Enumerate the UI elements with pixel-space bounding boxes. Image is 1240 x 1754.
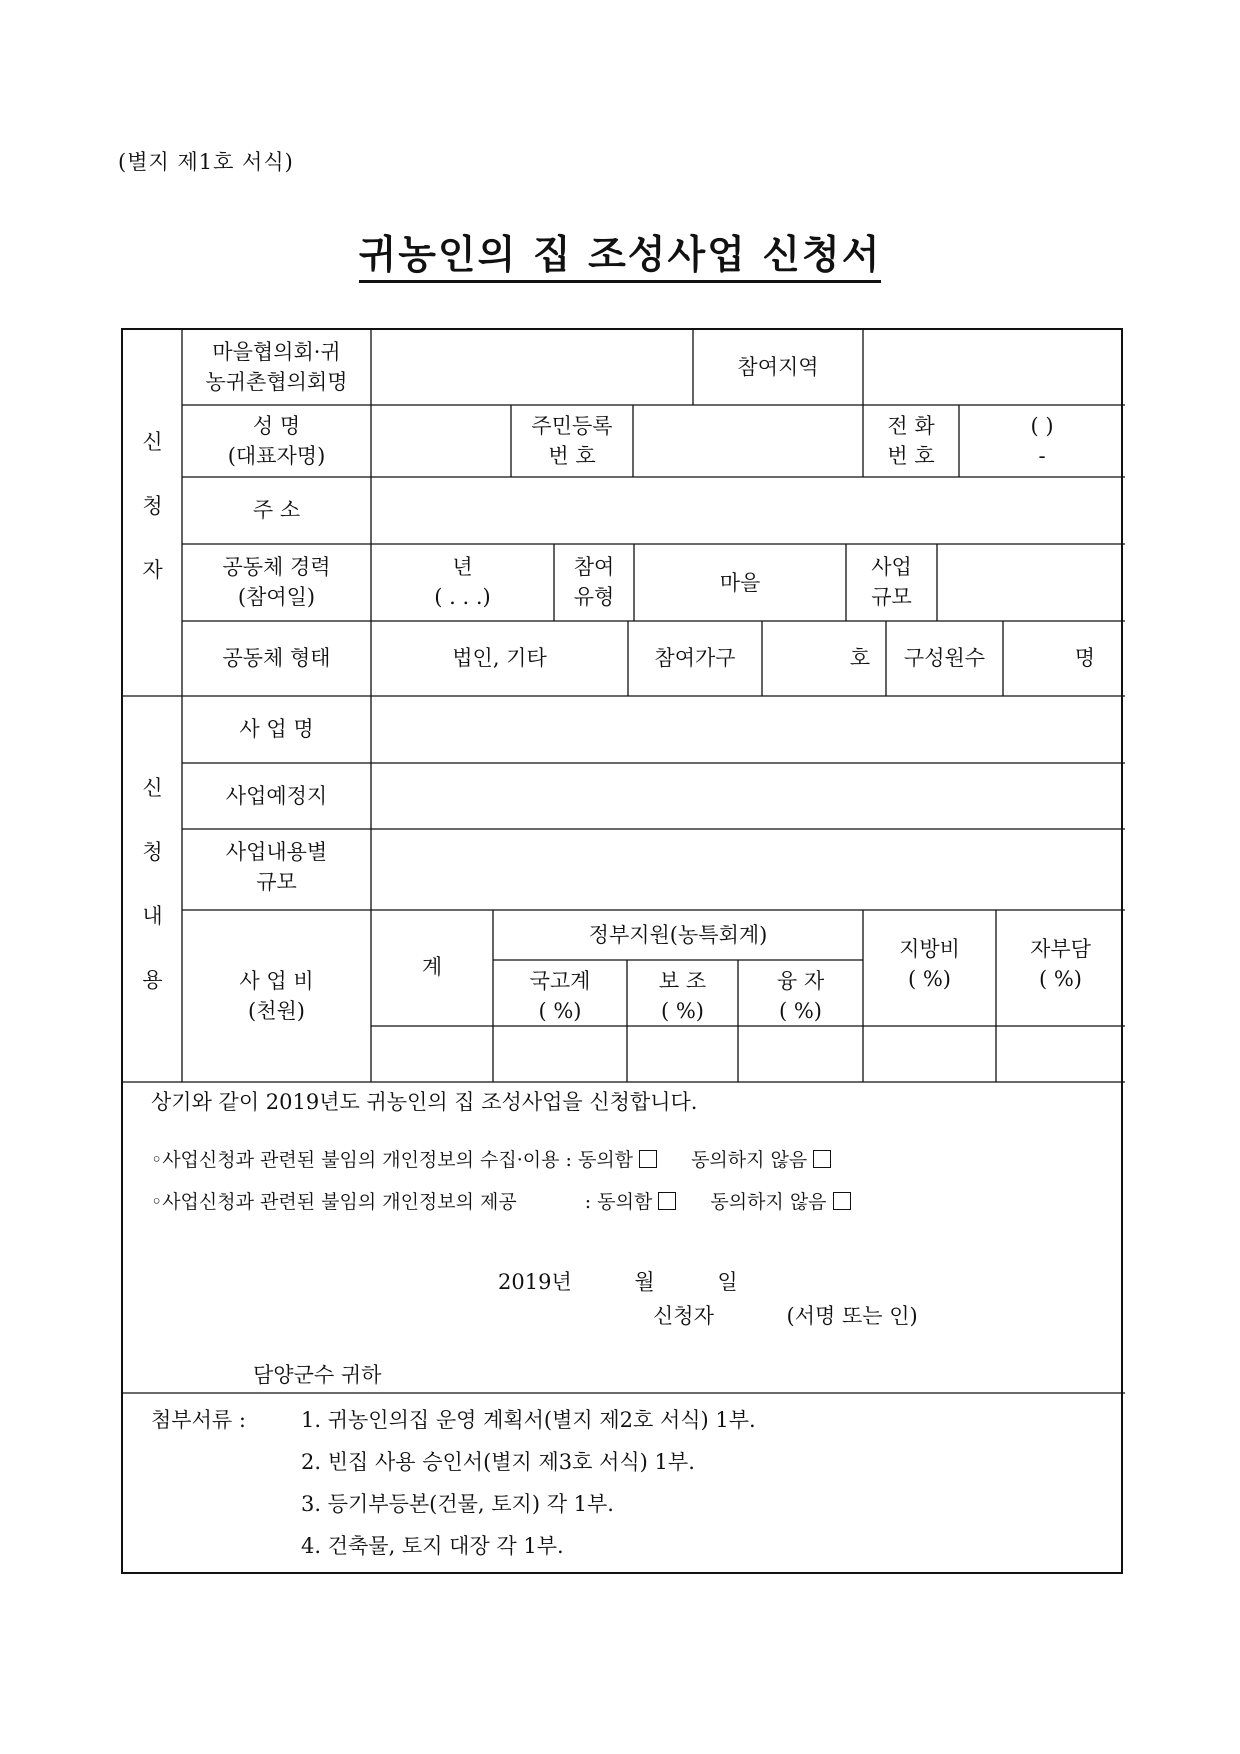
gov-support-label: 정부지원(농특회계): [588, 923, 768, 947]
label-line: 성 명: [252, 414, 301, 438]
label-line: 국고계: [529, 969, 591, 993]
local-funds-label: [863, 934, 996, 994]
phone-label: [863, 411, 959, 471]
business-site-label: 사업예정지: [225, 784, 328, 808]
label-line: 융 자: [776, 969, 825, 993]
section-char: 청: [142, 840, 163, 864]
region-field[interactable]: [863, 330, 1125, 405]
consent-collect-disagree-checkbox[interactable]: [813, 1150, 831, 1168]
business-name-label: 사 업 명: [239, 717, 314, 741]
consent-collect-disagree-label: 동의하지 않음: [691, 1149, 808, 1171]
label-line: 자부담: [1030, 937, 1091, 961]
rrn-label: [511, 411, 633, 471]
career-years: 년: [452, 555, 473, 579]
attachment-item: 3. 등기부등본(건물, 토지) 각 1부.: [301, 1492, 614, 1516]
council-name-field[interactable]: [371, 330, 693, 405]
phone-dash: -: [1038, 444, 1046, 468]
consent-collect-row: [151, 1145, 831, 1175]
label-line: (참여일): [237, 585, 316, 609]
members-field[interactable]: [1003, 643, 1125, 673]
phone-area-code: ( ): [1030, 414, 1054, 438]
community-career-label: [182, 552, 371, 612]
label-line: 주민등록: [531, 414, 613, 438]
applicant-label: 신청자: [653, 1304, 714, 1328]
local-funds-field[interactable]: [863, 1026, 996, 1082]
label-line: 사 업 비: [239, 969, 314, 993]
participation-type-value[interactable]: 마을: [719, 571, 761, 595]
application-statement: 상기와 같이 2019년도 귀농인의 집 조성사업을 신청합니다.: [151, 1090, 698, 1114]
attachments-label: 첨부서류 :: [151, 1408, 246, 1432]
attachment-item: 2. 빈집 사용 승인서(별지 제3호 서식) 1부.: [301, 1450, 695, 1474]
label-line: (천원): [248, 999, 305, 1023]
business-scale-field[interactable]: [937, 544, 1125, 621]
national-treasury-label: [493, 966, 627, 1026]
application-date: [498, 1267, 738, 1297]
rrn-field[interactable]: [633, 405, 863, 477]
cost-total-label: 계: [421, 955, 443, 979]
loan-field[interactable]: [738, 1026, 863, 1082]
address-field[interactable]: [371, 477, 1125, 544]
subsidy-label: [627, 966, 738, 1026]
address-label: 주 소: [252, 498, 301, 522]
attachment-item: 1. 귀농인의집 운영 계획서(별지 제2호 서식) 1부.: [301, 1408, 756, 1432]
households-label: 참여가구: [654, 646, 736, 670]
business-name-field[interactable]: [371, 696, 1125, 763]
label-line: ( %): [778, 999, 822, 1023]
label-line: ( %): [1038, 967, 1082, 991]
label-line: 사업: [871, 555, 912, 579]
label-line: 마을협의회·귀: [212, 340, 341, 364]
consent-provide-row: [151, 1187, 851, 1217]
section-char: 청: [142, 494, 163, 518]
section-char: 자: [142, 558, 163, 582]
business-site-field[interactable]: [371, 763, 1125, 829]
members-label: 구성원수: [903, 646, 986, 670]
business-cost-label: [182, 966, 371, 1026]
label-line: 유형: [573, 585, 615, 609]
label-line: ( %): [538, 999, 582, 1023]
addressee: 담양군수 귀하: [253, 1363, 382, 1387]
page-title-text: 귀농인의 집 조성사업 신청서: [359, 233, 882, 283]
region-label: 참여지역: [737, 355, 819, 379]
page-title: [0, 224, 1240, 280]
attachment-item: 4. 건축물, 토지 대장 각 1부.: [301, 1534, 564, 1558]
self-funding-field[interactable]: [996, 1026, 1125, 1082]
section-char: 용: [142, 968, 163, 992]
phone-field[interactable]: [959, 411, 1125, 471]
community-type-value[interactable]: 법인, 기타: [452, 646, 547, 670]
community-career-field[interactable]: [371, 552, 554, 612]
career-date: ( . . .): [434, 585, 491, 609]
participation-type-label: [554, 552, 634, 612]
consent-provide-agree-checkbox[interactable]: [658, 1192, 676, 1210]
consent-provide-agree-label: : 동의함: [584, 1191, 653, 1213]
label-line: 사업내용별: [225, 840, 328, 864]
label-line: 농귀촌협의회명: [205, 370, 348, 394]
consent-provide-text: ◦사업신청과 관련된 불임의 개인정보의 제공: [151, 1191, 517, 1213]
form-number-label: (별지 제1호 서식): [118, 150, 294, 174]
community-type-label: 공동체 형태: [222, 646, 331, 670]
label-line: 번 호: [548, 444, 596, 468]
application-form: [121, 328, 1123, 1574]
consent-provide-disagree-label: 동의하지 않음: [710, 1191, 827, 1213]
business-scale-label: [846, 552, 937, 612]
label-line: ( %): [660, 999, 704, 1023]
subsidy-field[interactable]: [627, 1026, 738, 1082]
label-line: 공동체 경력: [222, 555, 331, 579]
representative-name-field[interactable]: [371, 405, 511, 477]
date-month: 월: [634, 1270, 655, 1294]
business-detail-field[interactable]: [371, 829, 1125, 910]
members-unit: 명: [1074, 646, 1095, 670]
section-char: 신: [142, 776, 163, 800]
applicant-signature-row: [653, 1301, 918, 1331]
label-line: 지방비: [899, 937, 960, 961]
label-line: ( %): [907, 967, 951, 991]
label-line: (대표자명): [227, 444, 326, 468]
label-line: 번 호: [887, 444, 935, 468]
label-line: 전 화: [887, 414, 935, 438]
date-year: 2019년: [498, 1270, 572, 1294]
council-name-label: [182, 337, 371, 397]
business-detail-label: [182, 837, 371, 897]
section-char: 신: [142, 430, 163, 454]
label-line: 규모: [256, 870, 297, 894]
households-field[interactable]: [762, 643, 886, 673]
consent-collect-agree-checkbox[interactable]: [639, 1150, 657, 1168]
date-day: 일: [717, 1270, 738, 1294]
applicant-section-label: [123, 427, 182, 585]
request-section-label: [123, 773, 182, 995]
national-treasury-field[interactable]: [493, 1026, 627, 1082]
label-line: 규모: [871, 585, 912, 609]
households-unit: 호: [849, 646, 870, 670]
consent-collect-text: ◦사업신청과 관련된 불임의 개인정보의 수집·이용 : 동의함: [151, 1149, 634, 1171]
signature-placeholder[interactable]: (서명 또는 인): [786, 1304, 918, 1328]
representative-name-label: [182, 411, 371, 471]
self-funding-label: [996, 934, 1125, 994]
cost-total-field[interactable]: [371, 1026, 493, 1082]
consent-provide-disagree-checkbox[interactable]: [833, 1192, 851, 1210]
label-line: 참여: [573, 555, 615, 579]
label-line: 보 조: [658, 969, 707, 993]
section-char: 내: [142, 904, 163, 928]
loan-label: [738, 966, 863, 1026]
